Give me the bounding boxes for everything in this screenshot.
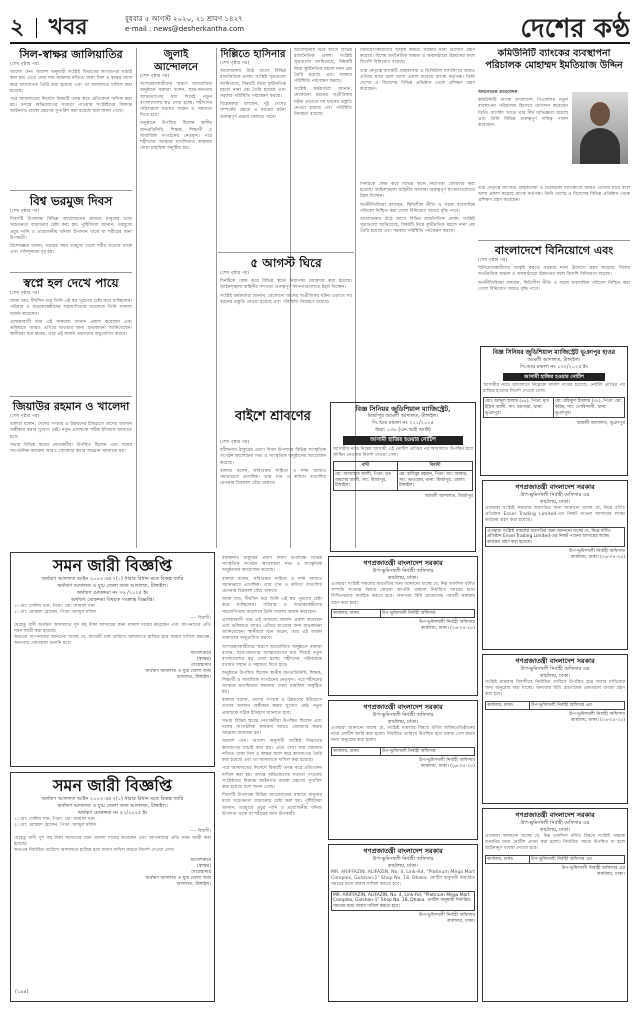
headline: বাইশে শ্রাবণের: [235, 409, 311, 424]
notice-sign: [331, 758, 475, 770]
sign-line: কার্যালয়, ঢাকা।: [597, 872, 625, 878]
article-continuation: [294, 48, 352, 248]
notice-title: গণপ্রজাতন্ত্রী বাংলাদেশ সরকার: [363, 847, 443, 855]
paragraph: সংশ্লিষ্ট কর্মকর্তারা জানান, যেকোনো ধরনের অপ্রীতিকর ঘটনা এড়াতে সব ধরনের প্রস্তুতি নেওয়া হয়েছে এবং পরিস্থিতি নিয়ন্ত্রণে রয়েছে।: [220, 293, 352, 305]
article-body: [140, 74, 212, 152]
notice-sign: [14, 858, 211, 888]
notice-line: অর্থঋণ আদালত ও যুগ্ম জেলা জজ আদালত, টাঙ্গাইল।: [57, 583, 168, 589]
sign-line: কার্যালয়, ঢাকা। (০৬-০৪-২৫): [571, 718, 625, 724]
notice-line: অর্থঋণ মোকদ্দমা নং ৭৬ /২০২৫ ইং: [76, 590, 149, 596]
sign-line: আদালত, টাঙ্গাইল।: [176, 882, 211, 888]
gov-notice-6: [482, 808, 628, 1002]
article-july-movement: [140, 48, 212, 428]
table-cell: মোঃ আব্দুল ছালাম (৪৫), পিতা: মৃত ইদ্রিস আলী, সাং: চরপাড়া, থানা: ভূঞাপুর।: [484, 398, 554, 418]
notice-sign: আমলী আদালত, ভূঞাপুর: [576, 421, 625, 427]
sign-line: কার্যালয়, ঢাকা। (০৬-০৪-২৫): [421, 626, 475, 632]
article-body: [10, 414, 132, 455]
table-cell: কার্যালয়, ঢাকা।: [486, 855, 530, 864]
notice-sub: উপ-ভূমিদখলী নির্বাহী অফিসার: [372, 856, 434, 862]
article-body: [10, 291, 132, 338]
sign-line: আদেশক্রমে: [190, 858, 211, 864]
date-line: বুধবার ৫ আগস্ট ২০২০, ২১ শ্রাবণ ১৪২৭: [125, 15, 243, 23]
table-cell: মো: রফিকুল ইসলাম (৩৮), পিতা: মো: করিম, সাং: গোবিন্দাসী, থানা: ভূঞাপুর।: [553, 398, 624, 418]
paragraph: সভায় বিভিন্ন স্তরের নেতাকর্মীরা উপস্থিত ছিলেন এবং দলের সাংগঠনিক কার্যক্রম আরও জোরদার করার আহ্বান জানানো হয়।: [222, 718, 322, 737]
notice-body: যেহেতু বাদী অর্থঋণ আদালতে সুদ সহ টাকা আদায়ের জন্য মামলা দায়ের করেছেন এবং আপনাদের প্রতি সমন জারী করা হয়েছে।: [14, 622, 211, 634]
sign-line: অর্থঋণ আদালত ও যুগ্ম জেলা জজ: [145, 876, 211, 882]
email-line: e-mail : news@desherkantha.com: [125, 25, 245, 33]
notice-line: অর্থঋণ মোকদ্দমা বিষয়ক সংক্রান্ত বিজ্ঞপ্তি।: [70, 597, 155, 603]
paragraph: (শেষ পৃষ্ঠার পর): [220, 440, 250, 445]
notice-table: [331, 609, 475, 619]
table-header: বিবাদী: [397, 462, 472, 471]
defendant-label: ---- বিবাদী।: [189, 829, 211, 835]
paragraph: (শেষ পৃষ্ঠার পর): [220, 271, 250, 276]
notice-title: সমন জারী বিজ্ঞপ্তি: [52, 556, 172, 575]
defendant-2: ২। মো: মোস্তফা হোসেন, পিতা: আব্দুল মজিদ: [14, 610, 97, 616]
sign-line: উপ-ভূমিদখলী নির্বাহী অফিসার: [419, 913, 475, 919]
headline: বিশ্ব ভরমুজ দিবস: [29, 194, 113, 208]
paragraph: দিনটিকে কেন্দ্র করে বিভিন্ন স্থানে নিরাপত্তা জোরদার করা হয়েছে। আইনশৃঙ্খলা বাহিনীর সদস্যরা গুরুত্বপূর্ণ স্থাপনাগুলোতে টহল দিচ্ছেন।: [360, 182, 475, 200]
gov-notice-5: [482, 654, 628, 804]
article-continuation-right: [360, 48, 475, 178]
paragraph: রবীন্দ্রনাথ ঠাকুরের প্রয়াণ দিবস উপলক্ষে বিভিন্ন সাংস্কৃতিক সংগঠন আলোচনা সভা ও সাংস্কৃতিক অনুষ্ঠানের আয়োজন করেছে।: [220, 448, 326, 466]
table-cell: মো: হাবিবুর রহমান, পিতা: আ: জব্বার, সাং: ভাতগ্রাম, থানা: মির্জাপুর, জেলা: টাঙ্গাইল।: [397, 471, 472, 491]
paragraph: বিশ্লেষকরা বলছেন, দুই দেশের সম্পর্কের ক্ষেত্রে এ ধরনের ঘটনা গুরুত্বপূর্ণ প্রভাব ফেলতে পারে।: [220, 102, 286, 120]
paragraph: (শেষ পৃষ্ঠার পর): [10, 414, 40, 419]
notice-sub: উপ-ভূমিদখলী নির্বাহী অফিসার এর: [520, 820, 590, 826]
header-info: [125, 14, 244, 34]
table-cell: কার্যালয়, ঢাকা।: [332, 609, 381, 618]
notice-text: এতদ্বারা সংশ্লিষ্ট সকলের অবগতির জন্য জানানো যাচ্ছে যে, নিম্নে বর্ণিত প্রতিষ্ঠান Ensel Trading Limited-এর নিকট পাওনা আদায়ের লক্ষ্যে কার্যক্রম গ্রহণ করা হয়েছে।: [485, 506, 625, 524]
paragraph: বক্তারা বলেন, দেশের গণতন্ত্র ও উন্নয়নের ইতিহাসে তাদের অবদান অস্বীকার করার সুযোগ নেই। নতুন প্রজন্মকে সঠিক ইতিহাস জানাতে হবে।: [10, 422, 132, 440]
sign-line: (স্বাক্ষর): [197, 864, 211, 870]
notice-title: গণপ্রজাতন্ত্রী বাংলাদেশ সরকার: [363, 559, 443, 567]
sign-line: উপ-ভূমিদখলী নির্বাহী অফিসার: [569, 549, 625, 555]
headline: স্বপ্নে হল দেখে পায়ে: [23, 276, 119, 290]
paragraph: জানা যায়, দীর্ঘদিন ধরে তিনি এই স্বপ্ন পূরণের চেষ্টা করে যাচ্ছিলেন। পরিবার ও শুভাকাঙ্ক্ষীদের সহযোগিতায় অবশেষে তিনি সাফল্য অর্জন করেছেন।: [222, 597, 322, 615]
notice-title: গণপ্রজাতন্ত্রী বাংলাদেশ সরকার: [515, 657, 595, 665]
notice-table: [331, 891, 475, 912]
sign-line: উপ-ভূমিদখলী নির্বাহী অফিসার এর: [561, 866, 625, 872]
sign-line: সেরেস্তাদার: [190, 870, 211, 876]
notice-text: আসামীর নামে আদালতে নিম্নোক্ত মামলা দায়ের হয়েছে। নোটিশ প্রাপ্তির পর হাজির হওয়ার নির্দেশ দেওয়া গেল।: [483, 383, 625, 395]
sign-line: (স্বাক্ষর): [197, 657, 211, 663]
article-body: [294, 48, 352, 118]
section-rule: [218, 252, 354, 253]
notice-bar: আসামী হাজির হওয়ার নোটিশ: [503, 373, 605, 381]
article-community-bank-cont: [478, 186, 630, 236]
notice-text: এতদ্বারা জানানো যাচ্ছে যে, সংশ্লিষ্ট মামলার বিষয়ে বর্ণিত ব্যক্তি/প্রতিষ্ঠানের নামে নোটিশ জারি করা হলো। নির্ধারিত তারিখে উপস্থিত হয়ে বক্তব্য পেশ করার জন্য অনুরোধ করা হলো।: [331, 726, 475, 744]
paragraph: তার নেতৃত্বে ব্যাংকটি গ্রাহকসেবা ও ডিজিটাল ব্যাংকিংয়ে আরও এগিয়ে যাবে বলে আশা প্রকাশ করেছে ব্যাংক কর্তৃপক্ষ। তিনি দেশের ও বিদেশের বিভিন্ন প্রতিষ্ঠান থেকে প্রশিক্ষণ গ্রহণ করেছেন।: [360, 68, 475, 93]
notice-body: অতএব নির্ধারিত তারিখে আদালতে হাজির হয়ে জবাব দাখিল করতে নির্দেশ দেওয়া গেল।: [14, 848, 175, 854]
headline: ৫ আগস্ট ঘিরে: [250, 256, 322, 270]
notice-section: ধারা: ১৩৮ (এন.আই অ্যাক্ট): [375, 427, 431, 433]
article-body: [478, 90, 568, 129]
sign-line: উপ-ভূমিদখলী নির্বাহী অফিসার: [569, 712, 625, 718]
paragraph: অনুষ্ঠানে উপস্থিত ছিলেন স্থানীয় জনপ্রতিনিধি, শিক্ষক, শিক্ষার্থী ও সামাজিক সংগঠনের নেতৃবৃন্দ। পরে শহীদদের আত্মার মাগফিরাত কামনায় দোয়া মাহফিল অনুষ্ঠিত হয়।: [140, 121, 212, 152]
paragraph: সভায় বিভিন্ন স্তরের নেতাকর্মীরা উপস্থিত ছিলেন এবং দলের সাংগঠনিক কার্যক্রম আরও জোরদার করার আহ্বান জানানো হয়।: [10, 442, 132, 455]
paragraph: (শেষ পৃষ্ঠার পর): [10, 209, 40, 214]
notice-bar: আসামী হাজির হওয়ার নোটিশ: [343, 436, 463, 445]
article-delhi-hasina: [220, 48, 286, 248]
headline: জিয়াউর রহমান ও খালেদা: [12, 400, 130, 413]
notice-sign: [485, 549, 625, 561]
sign-line: আদেশক্রমে: [190, 651, 211, 657]
table-cell: মো: আজাহার আলী, পিতা: মৃত জমশের আলী, সাং: মির্জাপুর, টাঙ্গাইল।: [334, 471, 398, 491]
paragraph: অনুষ্ঠানে উপস্থিত ছিলেন স্থানীয় জনপ্রতিনিধি, শিক্ষক, শিক্ষার্থী ও সামাজিক সংগঠনের নেতৃবৃন্দ। পরে শহীদদের আত্মার মাগফিরাত কামনায় দোয়া মাহফিল অনুষ্ঠিত হয়।: [222, 671, 322, 696]
section-rule: [478, 240, 630, 241]
notice-title: গণপ্রজাতন্ত্রী বাংলাদেশ সরকার: [363, 703, 443, 711]
article-body: [220, 61, 286, 121]
paragraph: আলোচনায় উঠে আসে বিভিন্ন রাজনৈতিক প্রসঙ্গ। সংশ্লিষ্ট সূত্রগুলো জানিয়েছে, বিষয়টি নিয়ে কূটনৈতিক মহলে নানা প্রশ্ন তৈরি হয়েছে এবং সরকার পরিস্থিতি পর্যবেক্ষণ করছে।: [294, 48, 352, 85]
notice-sign: [485, 712, 625, 724]
paragraph: অর্থনীতিবিদরা বলছেন, স্থিতিশীল নীতি ও সহজ ব্যবসায়িক পরিবেশ নিশ্চিত করা গেলে বিনিয়োগ আরও বৃদ্ধি পাবে।: [478, 280, 630, 292]
notice-case-no: সি.আর মামলা নং ১৩২/২০২৫ ইং: [520, 364, 588, 370]
defendant-label: ---- বিবাদী।: [189, 616, 211, 622]
article-community-bank-body: [478, 90, 568, 185]
court-notice-bhuapur: [480, 346, 628, 476]
paragraph: এলাকাবাসী তার এই সাফল্যে আনন্দ প্রকাশ করেছেন এবং ভবিষ্যতে আরও এগিয়ে যাওয়ার জন্য শুভকামনা জানিয়েছেন। স্থানীয়রা মনে করেন, তার এই অর্জন তরুণদের অনুপ্রাণিত করবে।: [222, 617, 322, 642]
article-5-august: [220, 256, 352, 406]
article-body: [220, 440, 326, 487]
notice-title: বিজ্ঞ সিনিয়র জুডিশিয়াল ম্যাজিস্ট্রেট ভূঞাপুর হাওর: [492, 349, 616, 356]
table-cell: উপ-ভূমিদখলী নির্বাহী অফিসার: [381, 609, 475, 618]
paragraph: পরে আদালতের নির্দেশে বিষয়টি তদন্ত করে প্রতিবেদন দাখিল করা হয়। তদন্তে অভিযোগের সত্যতা পাওয়ায় সংশ্লিষ্টদের বিরুদ্ধে আইনগত ব্যবস্থা গ্রহণের সুপারিশ করা হয়েছে বলে জানা গেছে।: [10, 97, 132, 115]
section-name: খবর: [48, 14, 88, 40]
court-notice-mirzapur: [330, 402, 476, 552]
table-cell: উপ-ভূমিদখলী নির্বাহী অফিসার এর: [530, 855, 625, 864]
column-rule: [136, 48, 137, 548]
table-header: বাদী: [334, 462, 398, 471]
notice-text: আসামীর নামে নিম্নের আসামী এই নোটিশ প্রাপ্তির পর আদালতে উপস্থিত হয়ে জামিন নেওয়ার নির্দেশ দেওয়া গেল।: [333, 447, 473, 459]
headline: কমিউনিটি ব্যাংকের ব্যবস্থাপনা পরিচালক মোহাম্মদ ইমতিয়াজ উদ্দিন: [485, 48, 623, 71]
article-body: [220, 271, 352, 306]
page-header: [10, 8, 630, 44]
portrait-suit: [580, 128, 620, 164]
notice-sign: [331, 913, 475, 925]
article-body: [360, 48, 475, 93]
table-cell: উপ-ভূমিদখলী নির্বাহী অফিসার এর: [530, 701, 625, 710]
headline: দিল্লিতে হাসিনার: [220, 49, 286, 60]
defendant-1: ১। মো: সেলিম খান, পিতা: মো: জামাল খান: [14, 604, 95, 609]
notice-table: [333, 461, 473, 490]
article-body: [10, 209, 132, 256]
section-rule: [10, 272, 132, 273]
paragraph: বিনিয়োগকারীদের আকৃষ্ট করতে সরকার নানা উদ্যোগ গ্রহণ করেছে। বিশেষ অর্থনৈতিক অঞ্চল ও অবকাঠামো উন্নয়নের ফলে বিদেশি বিনিয়োগ বাড়ছে।: [360, 48, 475, 66]
summons-notice-2: [10, 772, 215, 1002]
paragraph: আলোচনায় উঠে আসে বিভিন্ন রাজনৈতিক প্রসঙ্গ। সংশ্লিষ্ট সূত্রগুলো জানিয়েছে, বিষয়টি নিয়ে কূটনৈতিক মহলে নানা প্রশ্ন তৈরি হয়েছে এবং সরকার পরিস্থিতি পর্যবেক্ষণ করছে।: [220, 69, 286, 100]
paragraph: আলোচনায় উঠে আসে বিভিন্ন রাজনৈতিক প্রসঙ্গ। সংশ্লিষ্ট সূত্রগুলো জানিয়েছে, বিষয়টি নিয়ে কূটনৈতিক মহলে নানা প্রশ্ন তৈরি হয়েছে এবং সরকার পরিস্থিতি পর্যবেক্ষণ করছে।: [360, 217, 475, 235]
table-cell: কার্যালয়, ঢাকা।: [486, 701, 530, 710]
notice-sub: উপ-ভূমিদখলী নির্বাহী অফিসার এর: [520, 666, 590, 672]
md-portrait-photo: [572, 92, 628, 164]
paragraph: কমিউনিটি ব্যাংক বাংলাদেশ পিএলসির নতুন ব্যবস্থাপনা পরিচালক হিসেবে যোগদান করেছেন তিনি। ব্যাংকিং খাতে তার দীর্ঘ অভিজ্ঞতা রয়েছে এবং তিনি বিভিন্ন গুরুত্বপূর্ণ দায়িত্ব পালন করেছেন।: [478, 98, 568, 129]
paragraph: অংশগ্রহণকারীদের স্মরণে আয়োজিত অনুষ্ঠানে বক্তারা বলেন, ছাত্র-জনতার আত্মত্যাগের মধ্য দিয়েই নতুন বাংলাদেশের স্বপ্ন দেখা হচ্ছে। শহীদদের পরিবারকে যথাযথ সম্মান ও সহায়তা দিতে হবে।: [222, 644, 322, 669]
notice-sub: উপ-ভূমিদখলী নির্বাহী অফিসার: [372, 568, 434, 574]
paragraph: অংশগ্রহণকারীদের স্মরণে আয়োজিত অনুষ্ঠানে বক্তারা বলেন, ছাত্র-জনতার আত্মত্যাগের মধ্য দিয়েই নতুন বাংলাদেশের স্বপ্ন দেখা হচ্ছে। শহীদদের পরিবারকে যথাযথ সম্মান ও সহায়তা দিতে হবে।: [140, 82, 212, 119]
notice-line: অর্থঋণ আদালত আইন ২০০৩ এর ৭(১) ধারার বিধান মতে বিকল্প জারি: [41, 796, 184, 802]
notice-title: গণপ্রজাতন্ত্রী বাংলাদেশ সরকার: [515, 483, 595, 491]
notice-sub: উপ-ভূমিদখলী নির্বাহী অফিসার এর: [520, 492, 590, 498]
article-continuation-mid: [360, 182, 475, 392]
notice-text: সংশ্লিষ্ট মামলার বিবাদীকে নির্ধারিত তারিখে উপস্থিত হয়ে জবাব দাখিলের জন্য অনুরোধ করা যাচ্ছে। অন্যথায় বিধি মোতাবেক একতরফা ব্যবস্থা গ্রহণ করা হবে।: [485, 680, 625, 698]
defendant-2: ২। মো: মোস্তফা হোসেন, পিতা: আব্দুল মজিদ: [14, 823, 97, 829]
article-bd-investment: [478, 244, 630, 344]
paragraph: (শেষ পৃষ্ঠার পর): [10, 291, 40, 296]
section-rule: [10, 396, 132, 397]
headline: বাংলাদেশে বিনিয়োগে এবং: [494, 244, 614, 257]
notice-body: অতএব আপনাদের জানানো যাচ্ছে যে, আগামী ধার্য তারিখে আদালতে হাজির হয়ে জবাব দাখিল করবেন, অন্যথায় একতরফা শুনানি হবে।: [14, 635, 211, 647]
paragraph: পরে আদালতের নির্দেশে বিষয়টি তদন্ত করে প্রতিবেদন দাখিল করা হয়। তদন্তে অভিযোগের সত্যতা পাওয়ায় সংশ্লিষ্টদের বিরুদ্ধে আইনগত ব্যবস্থা গ্রহণের সুপারিশ করা হয়েছে বলে জানা গেছে।: [222, 766, 322, 790]
paragraph: বিনিয়োগকারীদের আকৃষ্ট করতে সরকার নানা উদ্যোগ গ্রহণ করেছে। বিশেষ অর্থনৈতিক অঞ্চল ও অবকাঠামো উন্নয়নের ফলে বিদেশি বিনিয়োগ বাড়ছে।: [478, 266, 630, 278]
notice-line: অর্থঋণ মোকদ্দমা নং ৫২/২০২৫ ইং: [77, 810, 148, 816]
notice-body: যেহেতু বাদী সুদ সহ টাকা আদায়ের জন্য মামলা দায়ের করেছেন এবং আপনাদের প্রতি সমন জারী করা হয়েছে।: [14, 835, 211, 847]
headline: জুলাই আন্দোলনে: [153, 49, 199, 73]
paragraph: বক্তারা বলেন, কবিগুরুর সাহিত্য ও দর্শন আজও সমানভাবে প্রাসঙ্গিক। তার গান ও কবিতা বাঙালির চেতনায় চিরকাল বেঁচে থাকবে।: [222, 576, 322, 595]
sign-line: উপ-ভূমিদখলী নির্বাহী অফিসার: [419, 758, 475, 764]
column-rule: [216, 48, 217, 548]
table-cell: MR. ARIFFAZIN, ALIFAZIN, No. 4, Link-Rd, "Platinum Mega Mart Complex, Gulshan-1" Shop No. 18, Dhaka. নোটিশ অনুযায়ী নির্ধারিত সময়ের মধ্যে জবাব দাখিল করতে হবে।: [332, 891, 475, 911]
sign-line: অর্থঋণ আদালত ও যুগ্ম জেলা জজ: [145, 669, 211, 675]
newspaper-logo: দেশের কণ্ঠ: [520, 14, 630, 44]
sign-line: সেরেস্তাদার: [190, 663, 211, 669]
notice-line: অর্থঋণ আদালত আইন ২০০৩ এর ৭(১) ধারার বিধান মতে বিকল্প জারি: [41, 576, 184, 582]
sign-line: কার্যালয়, ঢাকা।: [447, 919, 475, 925]
notice-sign: [14, 651, 211, 681]
notice-sub: কার্যালয়, ঢাকা।: [387, 719, 419, 725]
article-body: [10, 62, 132, 116]
notice-sign: [331, 620, 475, 632]
paragraph: জানা যায়, দীর্ঘদিন ধরে তিনি এই স্বপ্ন পূরণের চেষ্টা করে যাচ্ছিলেন। পরিবার ও শুভাকাঙ্ক্ষীদের সহযোগিতায় অবশেষে তিনি সাফল্য অর্জন করেছেন।: [10, 299, 132, 317]
gov-notice-1: [328, 556, 478, 696]
notice-case-no: সি.আর মামলা নং ২১১/২০২৫: [372, 420, 434, 426]
article-baishe-srabon-headline: [220, 408, 326, 438]
notice-sub: কার্যালয়, ঢাকা।: [387, 575, 419, 581]
notice-sub: কার্যালয়, ঢাকা।: [539, 499, 571, 505]
notice-title: গণপ্রজাতন্ত্রী বাংলাদেশ সরকার: [515, 811, 595, 819]
paragraph: (শেষ পৃষ্ঠার পর): [10, 62, 40, 67]
summons-notice-1: [10, 552, 215, 767]
table-cell: কার্যালয়, ঢাকা।: [332, 747, 381, 756]
table-cell: উপ-ভূমিদখলী নির্বাহী অফিসার: [381, 747, 475, 756]
paragraph: সংশ্লিষ্ট কর্মকর্তারা জানান, যেকোনো ধরনের অপ্রীতিকর ঘটনা এড়াতে সব ধরনের প্রস্তুতি নেওয়া হয়েছে এবং পরিস্থিতি নিয়ন্ত্রণে রয়েছে।: [294, 87, 352, 118]
notice-sub: উপ-ভূমিদখলী নির্বাহী অফিসার: [372, 712, 434, 718]
sign-line: আদালত, টাঙ্গাইল।: [176, 675, 211, 681]
notice-table: [485, 527, 625, 548]
notice-title: সমন জারী বিজ্ঞপ্তি: [52, 776, 172, 795]
paragraph: দিবসটি উপলক্ষে বিভিন্ন আয়োজনের মাধ্যমে মানুষের মধ্যে সচেতনতা বাড়ানোর চেষ্টা করা হয়। পুষ্টিবিদরা জানান, তরমুজে প্রচুর পানি ও প্রয়োজনীয় খনিজ উপাদান থাকে যা শরীরের জন্য উপকারী।: [222, 793, 322, 817]
article-baishe-srabon: [220, 440, 326, 550]
notice-text: এতদ্বারা সংশ্লিষ্ট সকলের অবগতির জন্য জানানো যাচ্ছে যে, নিম্ন তফসিল বর্ণিত সম্পত্তি সংক্রান্ত বিষয়ে কোনো আপত্তি থাকলে নির্ধারিত সময়ের মধ্যে লিখিতভাবে অবহিত করতে হবে। অন্যথায় বিধি মোতাবেক পরবর্তী কার্যক্রম গ্রহণ করা হবে।: [331, 582, 475, 606]
paragraph: আদেশ দেন। আদেশ অনুযায়ী সংশ্লিষ্ট বিভাগের কাগজপত্র যাচাই করা হয়। এতে দেখা যায় মামলার নথিতে থাকা সিল ও স্বাক্ষর জাল করে কাগজপত্র তৈরি করা হয়েছে এবং তা আদালতে দাখিল করা হয়েছে।: [222, 739, 322, 764]
paragraph: (শেষ পৃষ্ঠার পর): [140, 74, 170, 79]
notice-sub: আমলী আদালত, টাঙ্গাইল।: [527, 357, 581, 363]
notice-title: বিজ্ঞ সিনিয়র জুডিশিয়াল ম্যাজিস্ট্রেট,: [355, 405, 451, 413]
article-zia-khaleda: [10, 400, 132, 545]
page-number-section: [10, 10, 87, 44]
paragraph: (শেষ পৃষ্ঠার পর): [220, 61, 250, 66]
section-rule: [10, 190, 132, 191]
notice-table: [485, 701, 625, 711]
paragraph: রবীন্দ্রনাথ ঠাকুরের প্রয়াণ দিবস উপলক্ষে বিভিন্ন সাংস্কৃতিক সংগঠন আলোচনা সভা ও সাংস্কৃতিক অনুষ্ঠানের আয়োজন করেছে।: [222, 556, 322, 574]
article-body: [478, 186, 630, 205]
article-body: [478, 258, 630, 293]
article-community-bank-headline: [478, 48, 630, 88]
paragraph: (শেষ পৃষ্ঠার পর): [478, 258, 508, 263]
defendant-1: ১। মো: সেলিম খান, পিতা: মো: জামাল খান: [14, 817, 95, 822]
sign-line: উপ-ভূমিদখলী নির্বাহী অফিসার: [419, 620, 475, 626]
sign-line: কার্যালয়, ঢাকা। (০৬-০৪-২৫): [421, 764, 475, 770]
paragraph: এলাকাবাসী তার এই সাফল্যে আনন্দ প্রকাশ করেছেন এবং ভবিষ্যতে আরও এগিয়ে যাওয়ার জন্য শুভকামনা জানিয়েছেন। স্থানীয়রা মনে করেন, তার এই অর্জন তরুণদের অনুপ্রাণিত করবে।: [10, 319, 132, 338]
paragraph: দিবসটি উপলক্ষে বিভিন্ন আয়োজনের মাধ্যমে মানুষের মধ্যে সচেতনতা বাড়ানোর চেষ্টা করা হয়। পুষ্টিবিদরা জানান, তরমুজে প্রচুর পানি ও প্রয়োজনীয় খনিজ উপাদান থাকে যা শরীরের জন্য উপকারী।: [10, 217, 132, 241]
article-body: [360, 182, 475, 236]
byline: অর্থনৈতিক প্রতিবেদক: [478, 90, 518, 95]
article-dream: [10, 276, 132, 394]
paragraph: তার নেতৃত্বে ব্যাংকটি গ্রাহকসেবা ও ডিজিটাল ব্যাংকিংয়ে আরও এগিয়ে যাবে বলে আশা প্রকাশ করেছে ব্যাংক কর্তৃপক্ষ। তিনি দেশের ও বিদেশের বিভিন্ন প্রতিষ্ঠান থেকে প্রশিক্ষণ গ্রহণ করেছেন।: [478, 186, 630, 204]
article-sil-swakkhor: [10, 48, 132, 188]
page-number: ২: [10, 14, 25, 40]
notice-sub: মির্জাপুর আমলী আদালত, টাঙ্গাইল।: [367, 413, 439, 419]
article-body: [222, 556, 322, 818]
gov-notice-2: [328, 700, 478, 840]
notice-line: অর্থঋণ আদালত ও যুগ্ম জেলা জজ আদালত, টাঙ্গাইল।: [57, 803, 168, 809]
paragraph: আদেশ দেন। আদেশ অনুযায়ী সংশ্লিষ্ট বিভাগের কাগজপত্র যাচাই করা হয়। এতে দেখা যায় মামলার নথিতে থাকা সিল ও স্বাক্ষর জাল করে কাগজপত্র তৈরি করা হয়েছে এবং তা আদালতে দাখিল করা হয়েছে।: [10, 70, 132, 94]
article-watermelon-day: [10, 194, 132, 269]
notice-sign: আমলী আদালত, মির্জাপুর: [425, 493, 473, 499]
portrait-head: [590, 102, 610, 126]
headline: সিল-স্বাক্ষর জালিয়াতির: [19, 48, 123, 61]
notice-sign: [485, 866, 625, 878]
notice-sub: কার্যালয়, ঢাকা।: [387, 863, 419, 869]
gov-notice-3: [328, 844, 478, 1002]
notice-table: [331, 747, 475, 757]
sign-line: কার্যালয়, ঢাকা। (০৬-০৪-২৫): [571, 555, 625, 561]
paragraph: অর্থনীতিবিদরা বলছেন, স্থিতিশীল নীতি ও সহজ ব্যবসায়িক পরিবেশ নিশ্চিত করা গেলে বিনিয়োগ আরও বৃদ্ধি পাবে।: [360, 202, 475, 214]
table-cell: এতদ্বারা সংশ্লিষ্ট সকলের অবগতির জন্য জানানো যাচ্ছে যে, নিম্নে বর্ণিত প্রতিষ্ঠান Ensel Trading Limited-এর নিকট পাওনা আদায়ের লক্ষ্যে কার্যক্রম গ্রহণ করা হয়েছে।: [486, 527, 625, 547]
gov-notice-4: [482, 480, 628, 650]
article-continuation-lower: [222, 556, 322, 1001]
paragraph: দিনটিকে কেন্দ্র করে বিভিন্ন স্থানে নিরাপত্তা জোরদার করা হয়েছে। আইনশৃঙ্খলা বাহিনীর সদস্যরা গুরুত্বপূর্ণ স্থাপনাগুলোতে টহল দিচ্ছেন।: [220, 279, 352, 291]
notice-sub: কার্যালয়, ঢাকা।: [539, 673, 571, 679]
notice-table: [483, 397, 625, 418]
notice-text: MR. ARIFFAZIN, ALIFAZIN, No. 4, Link-Rd, "Platinum Mega Mart Complex, Gulshan-1" Shop No. 18, Dhaka. নোটিশ অনুযায়ী নির্ধারিত সময়ের মধ্যে জবাব দাখিল করতে হবে।: [331, 870, 475, 888]
ad-code: (১৯৪): [15, 989, 29, 995]
notice-table: [485, 855, 625, 865]
notice-sub: কার্যালয়, ঢাকা।: [539, 827, 571, 833]
paragraph: বিশেষজ্ঞরা বলেন, গরমের সময় তরমুজ খেলে শরীর সতেজ থাকে এবং পানিশূন্যতা দূর হয়।: [10, 244, 132, 256]
paragraph: বক্তারা বলেন, দেশের গণতন্ত্র ও উন্নয়নের ইতিহাসে তাদের অবদান অস্বীকার করার সুযোগ নেই। নতুন প্রজন্মকে সঠিক ইতিহাস জানাতে হবে।: [222, 698, 322, 716]
paragraph: বক্তারা বলেন, কবিগুরুর সাহিত্য ও দর্শন আজও সমানভাবে প্রাসঙ্গিক। তার গান ও কবিতা বাঙালির চেতনায় চিরকাল বেঁচে থাকবে।: [220, 468, 326, 487]
header-divider: [36, 18, 37, 38]
notice-text: এতদ্বারা জানানো যাচ্ছে যে, নিম্ন তফসিল বর্ণিত বিষয়ে সংশ্লিষ্ট পক্ষকে শুনানির জন্য নোটিশ প্রদান করা হলো। নির্ধারিত সময়ে উপস্থিত না হলে আইনানুগ ব্যবস্থা নেওয়া হবে।: [485, 834, 625, 852]
